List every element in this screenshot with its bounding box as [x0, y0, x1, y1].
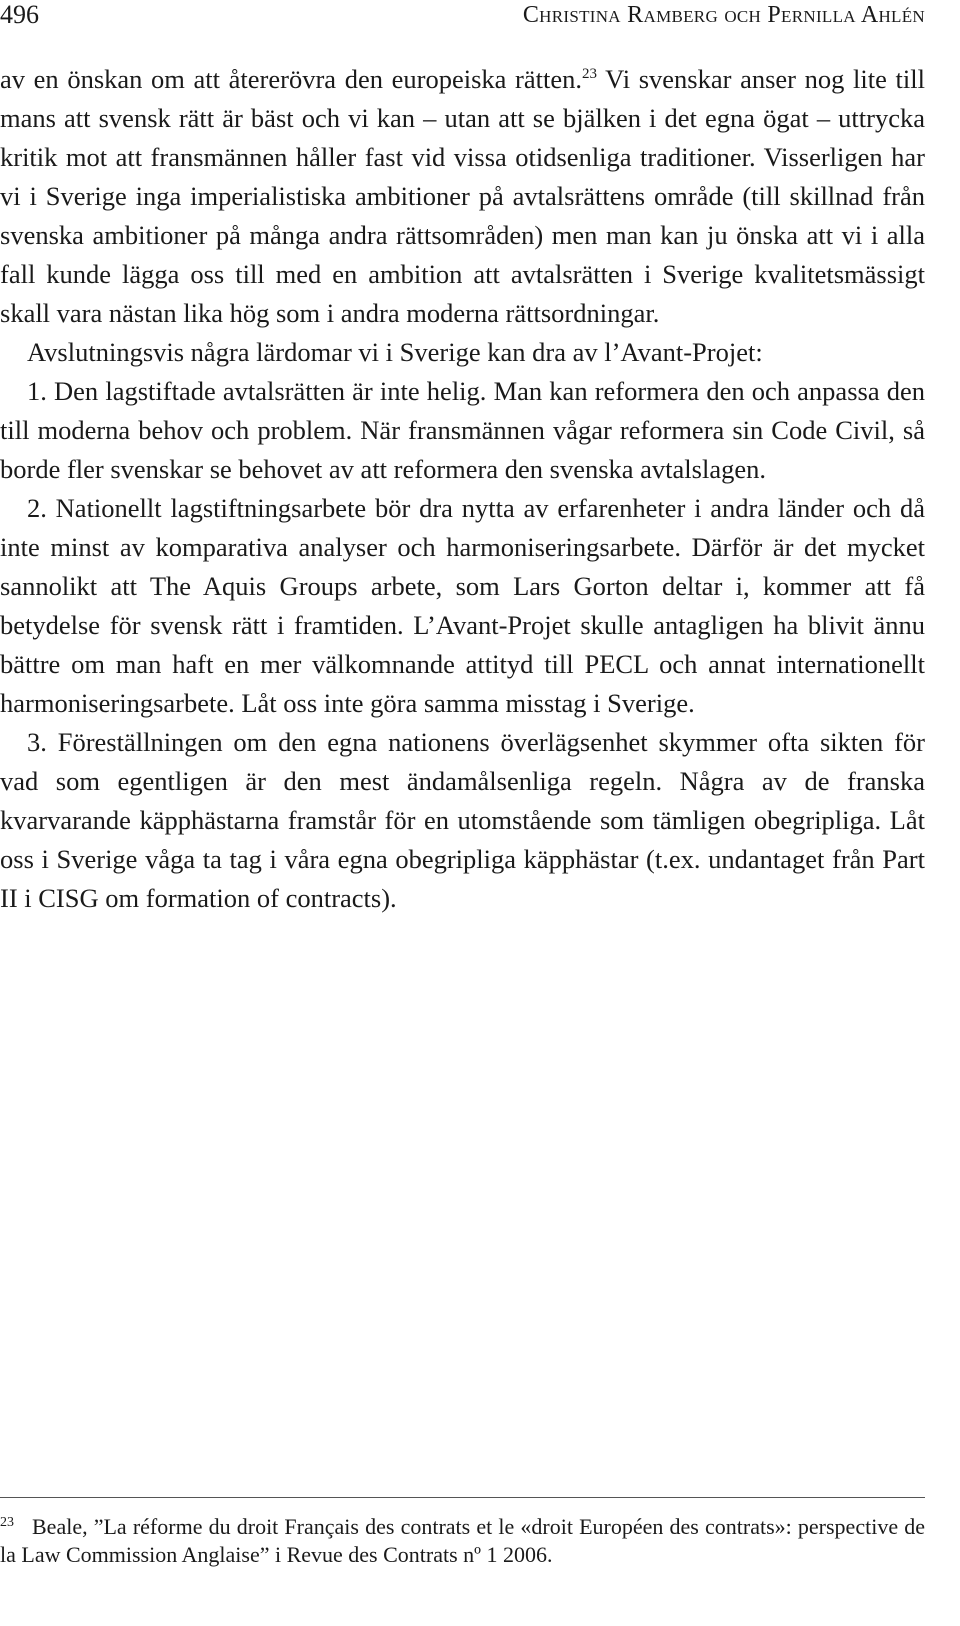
footnotes	[0, 1513, 925, 1569]
footnote-number: 23	[0, 1515, 14, 1530]
page-header	[0, 0, 925, 36]
page-number: 496	[0, 0, 39, 29]
paragraph-1-text-b: Vi svenskar anser nog lite till mans att svensk rätt är bäst och vi kan – utan att se bjälken i det egna ögat – uttrycka kritik mot att fransmännen håller fast vid vissa otidsenliga traditioner. Visserligen har vi i Sverige inga imperialistiska ambitioner på avtalsrättens område (till skillnad från svenska ambitioner på många andra rättsområden) men man kan ju önska att vi i alla fall kunde lägga oss till med en ambition att avtalsrätten i Sverige kvalitetsmässigt skall vara nästan lika hög som i andra moderna rättsordningar.	[0, 64, 925, 328]
footnote-text: Beale, ”La réforme du droit Français des contrats et le «droit Européen des contrats»: perspective de la Law Commission Anglaise” i Revue des Contrats nº 1 2006.	[0, 1514, 925, 1567]
footnote	[0, 1513, 925, 1569]
paragraph-2: Avslutningsvis några lärdomar vi i Sverige kan dra av l’Avant-Projet:	[27, 337, 763, 367]
footnote-divider	[0, 1497, 925, 1498]
paragraph-4: 2. Nationellt lagstiftningsarbete bör dra nytta av erfarenheter i andra länder och då inte minst av komparativa analyser och harmoniseringsarbete. Därför är det mycket sannolikt att The Aquis Groups arbete, som Lars Gorton deltar i, kommer att få betydelse för svensk rätt i framtiden. L’Avant-Projet skulle antagligen ha blivit ännu bättre om man haft en mer välkomnande attityd till PECL och annat internationellt harmoniseringsarbete. Låt oss inte göra samma misstag i Sverige.	[0, 493, 925, 718]
body-text	[0, 60, 925, 918]
paragraph-5: 3. Föreställningen om den egna nationens överlägsenhet skymmer ofta sikten för vad som egentligen är den mest ändamålsenliga regeln. Några av de franska kvarvarande käpphästarna framstår för en utomstående som tämligen obegripliga. Låt oss i Sverige våga ta tag i våra egna obegripliga käpphästar (t.ex. undantaget från Part II i CISG om formation of contracts).	[0, 727, 925, 913]
paragraph-1-text-a: av en önskan om att återerövra den europeiska rätten.	[0, 64, 582, 94]
paragraph-3: 1. Den lagstiftade avtalsrätten är inte helig. Man kan reformera den och anpassa den till moderna behov och problem. När fransmännen vågar reformera sin Code Civil, så borde fler svenskar se behovet av att reformera den svenska avtalslagen.	[0, 376, 925, 484]
footnote-reference: 23	[582, 66, 597, 82]
running-head: Christina Ramberg och Pernilla Ahlén	[522, 2, 925, 28]
paragraph-1	[0, 60, 925, 333]
